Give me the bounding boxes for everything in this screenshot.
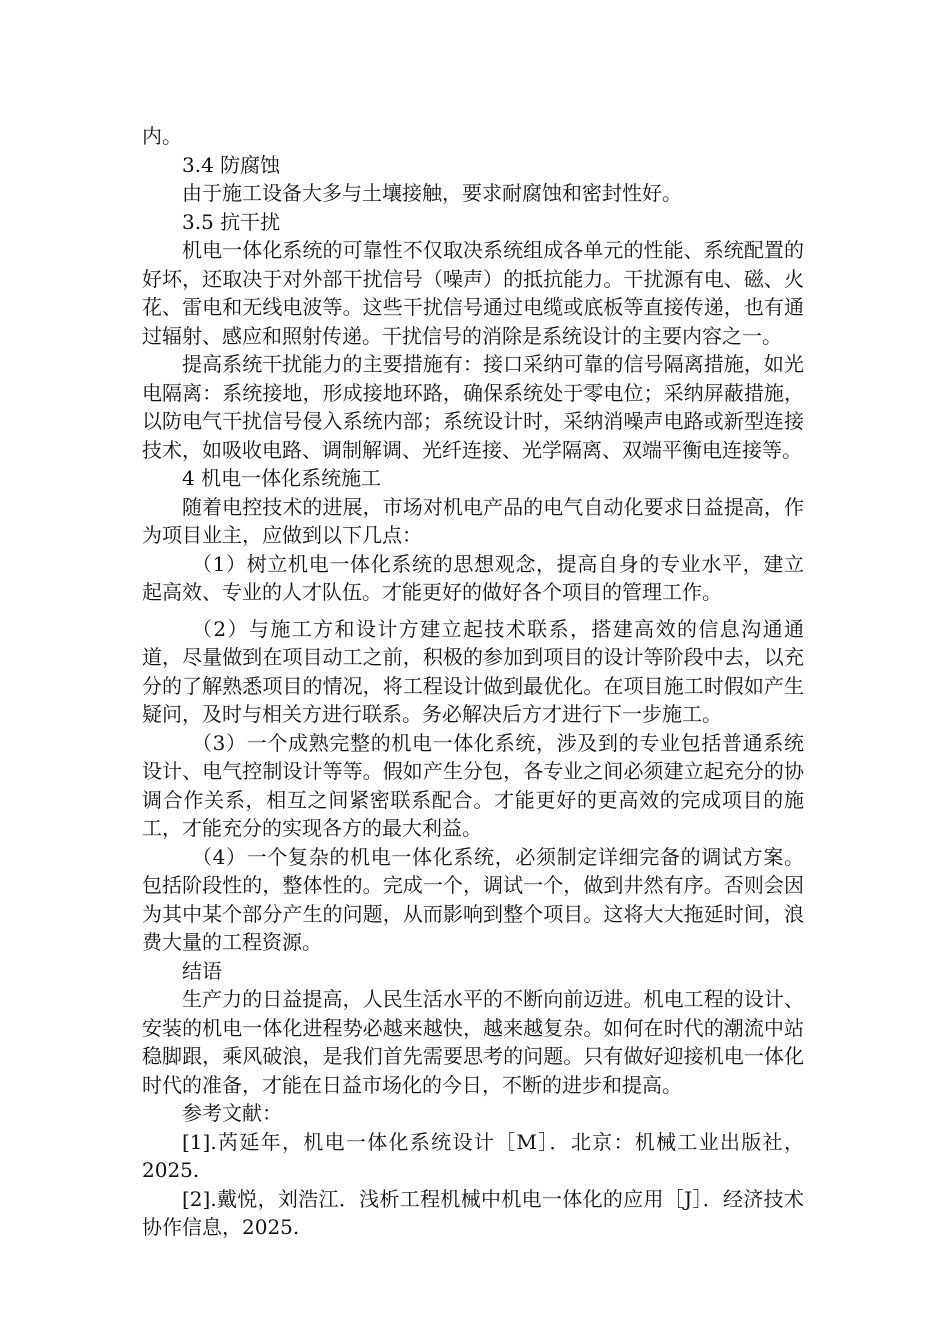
reference-item-1: [1].芮延年，机电一体化系统设计［M］．北京：机械工业出版社，2025. [142, 1129, 804, 1182]
reference-item-2: [2].戴悦，刘浩江．浅析工程机械中机电一体化的应用［J］．经济技术协作信息，2025. [142, 1186, 804, 1239]
paragraph-continuation: 内。 [142, 124, 182, 148]
paragraph-interference-measures: 提高系统干扰能力的主要措施有：接口采纳可靠的信号隔离措施，如光电隔离：系统接地，形成接地环路，确保系统处于零电位；采纳屏蔽措施，以防电气干扰信号侵入系统内部；系统设计时，采纳消噪声电路或新型连接技术，如吸收电路、调制解调、光纤连接、光学隔离、双端平衡电连接等。 [142, 352, 804, 462]
list-item-4: （4）一个复杂的机电一体化系统，必须制定详细完备的调试方案。包括阶段性的，整体性的。完成一个，调试一个，做到井然有序。否则会因为其中某个部分产生的问题，从而影响到整个项目。这将大大拖延时间，浪费大量的工程资源。 [142, 844, 804, 954]
paragraph-anticorrosion: 由于施工设备大多与土壤接触，要求耐腐蚀和密封性好。 [182, 181, 682, 205]
section-heading-3-5: 3.5 抗干扰 [182, 209, 281, 234]
document-body [142, 122, 804, 1242]
paragraph-interference-sources: 机电一体化系统的可靠性不仅取决系统组成各单元的性能、系统配置的好坏，还取决于对外部干扰信号（噪声）的抵抗能力。干扰源有电、磁、火花、雷电和无线电波等。这些干扰信号通过电缆或底板等直接传递，也有通过辐射、感应和照射传递。干扰信号的消除是系统设计的主要内容之一。 [142, 238, 804, 348]
conclusion-paragraph: 生产力的日益提高，人民生活水平的不断向前迈进。机电工程的设计、安装的机电一体化进程势必越来越快，越来越复杂。如何在时代的潮流中站稳脚跟，乘风破浪，是我们首先需要思考的问题。只有做好迎接机电一体化时代的准备，才能在日益市场化的今日，不断的进步和提高。 [142, 987, 804, 1097]
paragraph-construction-intro: 随着电控技术的进展，市场对机电产品的电气自动化要求日益提高，作为项目业主，应做到以下几点： [142, 494, 804, 547]
references-heading: 参考文献： [182, 1101, 282, 1125]
section-heading-3-4: 3.4 防腐蚀 [182, 152, 281, 177]
section-heading-4: 4 机电一体化系统施工 [182, 466, 382, 490]
list-item-3: （3）一个成熟完整的机电一体化系统，涉及到的专业包括普通系统设计、电气控制设计等等。假如产生分包，各专业之间必须建立起充分的协调合作关系，相互之间紧密联系配合。才能更好的更高效的完成项目的施工，才能充分的实现各方的最大利益。 [142, 730, 804, 840]
list-item-1: （1）树立机电一体化系统的思想观念，提高自身的专业水平，建立起高效、专业的人才队伍。才能更好的做好各个项目的管理工作。 [142, 551, 804, 604]
conclusion-heading: 结语 [182, 958, 222, 983]
list-item-2: （2）与施工方和设计方建立起技术联系，搭建高效的信息沟通通道，尽量做到在项目动工之前，积极的参加到项目的设计等阶段中去，以充分的了解熟悉项目的情况，将工程设计做到最优化。在项目施工时假如产生疑问，及时与相关方进行联系。务必解决后方才进行下一步施工。 [142, 616, 804, 726]
